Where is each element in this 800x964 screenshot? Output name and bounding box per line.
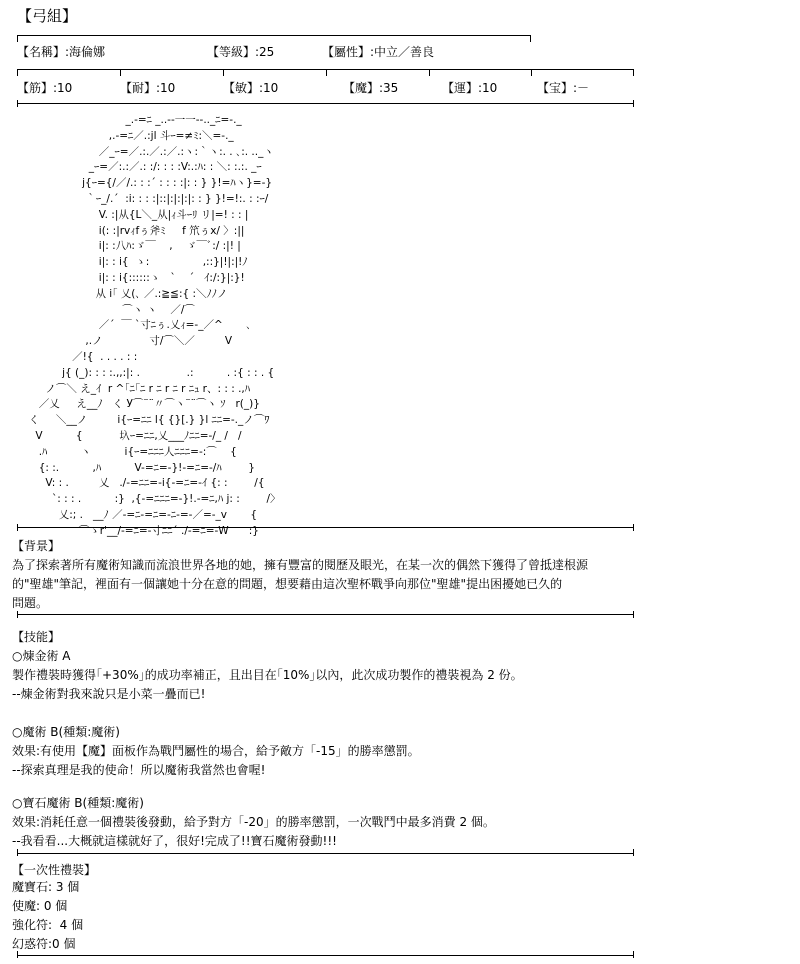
ascii-art-line: く ＼__ノ i{ｰ=ﾆﾆ l{ {}[.} }l ﾆﾆ=-._ノ⌒ﾜ xyxy=(12,414,270,427)
stat-np: 【宝】:－ xyxy=(537,81,590,95)
divider-tick xyxy=(633,524,634,531)
ascii-art-line: ,.ノ 寸/⌒＼／ V xyxy=(12,335,233,348)
ascii-art-line: i(: :|rvｨfぅ斧ﾐ f 笊ぅx/ 〉:|| xyxy=(12,224,245,237)
divider-tick xyxy=(17,35,18,42)
divider-tick xyxy=(326,69,327,76)
divider-tick xyxy=(531,69,532,76)
ascii-art-line: ｀ｰ_/.´ :i: : : :|::|:|:|:|: : } }!=!:. : :ｰ/ xyxy=(12,192,269,205)
ascii-art-line: i|: : i{::::::ゝ ` ´ ｲ:/:}|:}! xyxy=(12,271,245,284)
ascii-art-line: ノ⌒＼ え_ｲ r ^｢ﾆ｢ﾆ r ﾆ r ﾆ r ﾆｭ r、: : : .,ﾊ xyxy=(12,382,251,395)
ascii-art-line: `: : : . :} ,{-=ﾆﾆﾆ=-}!.-=ﾆ,ﾊ j: : /〉 xyxy=(12,493,281,506)
ascii-art-line: 从 i｢ 乂(､ ／.:≧≦:{ :＼ﾉﾉノ xyxy=(12,287,228,300)
skill-name: ○煉金術 A xyxy=(12,649,71,663)
skill-quote: --煉金術對我來說只是小菜一疊而已! xyxy=(12,687,206,701)
page-title: 【弓組】 xyxy=(17,7,78,25)
background-line: 問題。 xyxy=(12,596,49,610)
divider-tick xyxy=(17,951,18,958)
ascii-art-portrait xyxy=(12,113,281,540)
divider-tick xyxy=(17,611,18,618)
skill-name: ○寶石魔術 B(種類:魔術) xyxy=(12,796,144,810)
divider-tick xyxy=(633,100,634,107)
ascii-art-line: ⌒ゝr'__/-=ﾆ=-寸ﾆﾆ´ ./-=ﾆ=-W :} xyxy=(12,524,259,537)
item-entry: 魔寶石: 3 個 xyxy=(12,880,80,894)
divider xyxy=(17,614,634,615)
skill-quote: --我看看...大概就這樣就好了，很好!完成了!!寶石魔術發動!!! xyxy=(12,834,337,848)
ascii-art-line: 乂:; . __ﾉ ／-=ﾆ-=ﾆ=-ﾆ-=-／=-_v { xyxy=(12,508,258,521)
stat-luk: 【運】:10 xyxy=(442,81,498,95)
stat-grade: 【等級】:25 xyxy=(207,45,275,59)
ascii-art-line: .ﾊ ヽ i{ｰ=ﾆﾆﾆ人ﾆﾆﾆ=-:⌒ { xyxy=(12,445,237,458)
divider-tick xyxy=(633,69,634,76)
items-heading: 【一次性禮裝】 xyxy=(12,863,97,877)
divider-tick xyxy=(633,849,634,856)
divider-tick xyxy=(17,524,18,531)
divider-tick xyxy=(223,69,224,76)
background-line: 的"聖雄"筆記，裡面有一個讓她十分在意的問題，想要藉由這次聖杯戰爭向那位"聖雄"提出困擾她已久的 xyxy=(12,577,563,591)
ascii-art-line: _ｰ=／:.:／.: :/: : : :V:.:ﾊ: : ＼: :.:. _ｰ xyxy=(12,161,262,174)
ascii-art-line: {: :. ,ﾊ V-=ﾆ=-}!-=ﾆ=-/ﾊ } xyxy=(12,461,255,474)
skill-name: ○魔術 B(種類:魔術) xyxy=(12,725,120,739)
item-entry: 使魔: 0 個 xyxy=(12,899,68,913)
background-heading: 【背景】 xyxy=(12,539,61,553)
ascii-art-line: V: : . 乂 ./-=ﾆﾆ=-i{-=ﾆ=-ｲ {: : /{ xyxy=(12,477,265,490)
ascii-art-line: ⌒ヽ ヽ ／/⌒ xyxy=(12,303,195,316)
divider-tick xyxy=(633,611,634,618)
ascii-art-line: ／´ ￣ `寸ﾆぅ.乂ｨ=-_／^ ､ xyxy=(12,319,252,332)
skill-effect: 效果:消耗任意一個禮裝後發動，給予對方「-20」的勝率懲罰，一次戰鬥中最多消費 2 個。 xyxy=(12,815,495,829)
stat-name: 【名稱】:海倫娜 xyxy=(17,45,106,59)
divider-tick xyxy=(17,69,18,76)
ascii-art-line: V { 圦ｰ=ﾆﾆ,乂___ﾉﾆﾆ=-/_ / / xyxy=(12,429,242,442)
ascii-art-line: ,.-=ﾆ／.:jl 斗ｰ=≠ﾐ:＼=-._ xyxy=(12,129,234,142)
skill-effect: 製作禮裝時獲得｢+30%｣的成功率補正，且出目在｢10%｣以內，此次成功製作的禮裝視為 2 份。 xyxy=(12,668,523,682)
ascii-art-line: ／乂 え__ﾉ く У⌒¨¨〃⌒ヽ¨¨⌒ヽ ｿ r(_)} xyxy=(12,398,260,411)
divider-tick xyxy=(429,69,430,76)
divider xyxy=(17,527,634,528)
ascii-art-line: ／!{ . . . . : : xyxy=(12,350,138,363)
divider xyxy=(17,853,634,854)
ascii-art-line: i|: :八ﾊ:ゞ￣ , ゞ￣ﾞ:/ :|! | xyxy=(12,240,241,253)
divider xyxy=(17,103,634,104)
ascii-art-line: j{ｰ={/／/.: : :´ : : : :|: : } }!=ﾊヽ}=-} xyxy=(12,177,273,190)
skill-effect: 效果:有使用【魔】面板作為戰鬥屬性的場合，給予敵方「-15」的勝率懲罰。 xyxy=(12,744,420,758)
divider-tick xyxy=(17,100,18,107)
item-entry: 強化符: 4 個 xyxy=(12,918,84,932)
stat-attribute: 【屬性】:中立／善良 xyxy=(322,45,435,59)
divider-tick xyxy=(120,69,121,76)
skills-heading: 【技能】 xyxy=(12,630,61,644)
stat-end: 【耐】:10 xyxy=(120,81,176,95)
divider-tick xyxy=(17,849,18,856)
ascii-art-line: j{ (_): : : :.,,:|: . .: . :{ : : . { xyxy=(12,366,275,379)
skill-quote: --探索真理是我的使命！所以魔術我當然也會喔! xyxy=(12,763,266,777)
stat-str: 【筋】:10 xyxy=(17,81,73,95)
ascii-art-line: i|: : i{ ゝ: ,::}|!|:|!ﾉ xyxy=(12,256,248,269)
divider xyxy=(17,955,634,956)
ascii-art-line: ／_ｰ=／.:.／.:／.:ヽ:｀ヽ:. . ､:. .._ヽ xyxy=(12,145,274,158)
divider-tick xyxy=(530,35,531,42)
background-line: 為了探索著所有魔術知識而流浪世界各地的她，擁有豐富的閱歷及眼光，在某一次的偶然下獲得了曾抵達根源 xyxy=(12,558,589,572)
stat-agi: 【敏】:10 xyxy=(223,81,279,95)
divider xyxy=(17,35,531,36)
item-entry: 幻惑符:0 個 xyxy=(12,937,76,951)
divider-tick xyxy=(633,951,634,958)
stat-mag: 【魔】:35 xyxy=(343,81,399,95)
ascii-art-line: V. :|从{L＼_从|ｨ斗ｰﾘ リ|=! : : | xyxy=(12,208,249,221)
ascii-art-line: _.-=ﾆ _..--一一--.._ﾆ=-._ xyxy=(12,114,242,126)
